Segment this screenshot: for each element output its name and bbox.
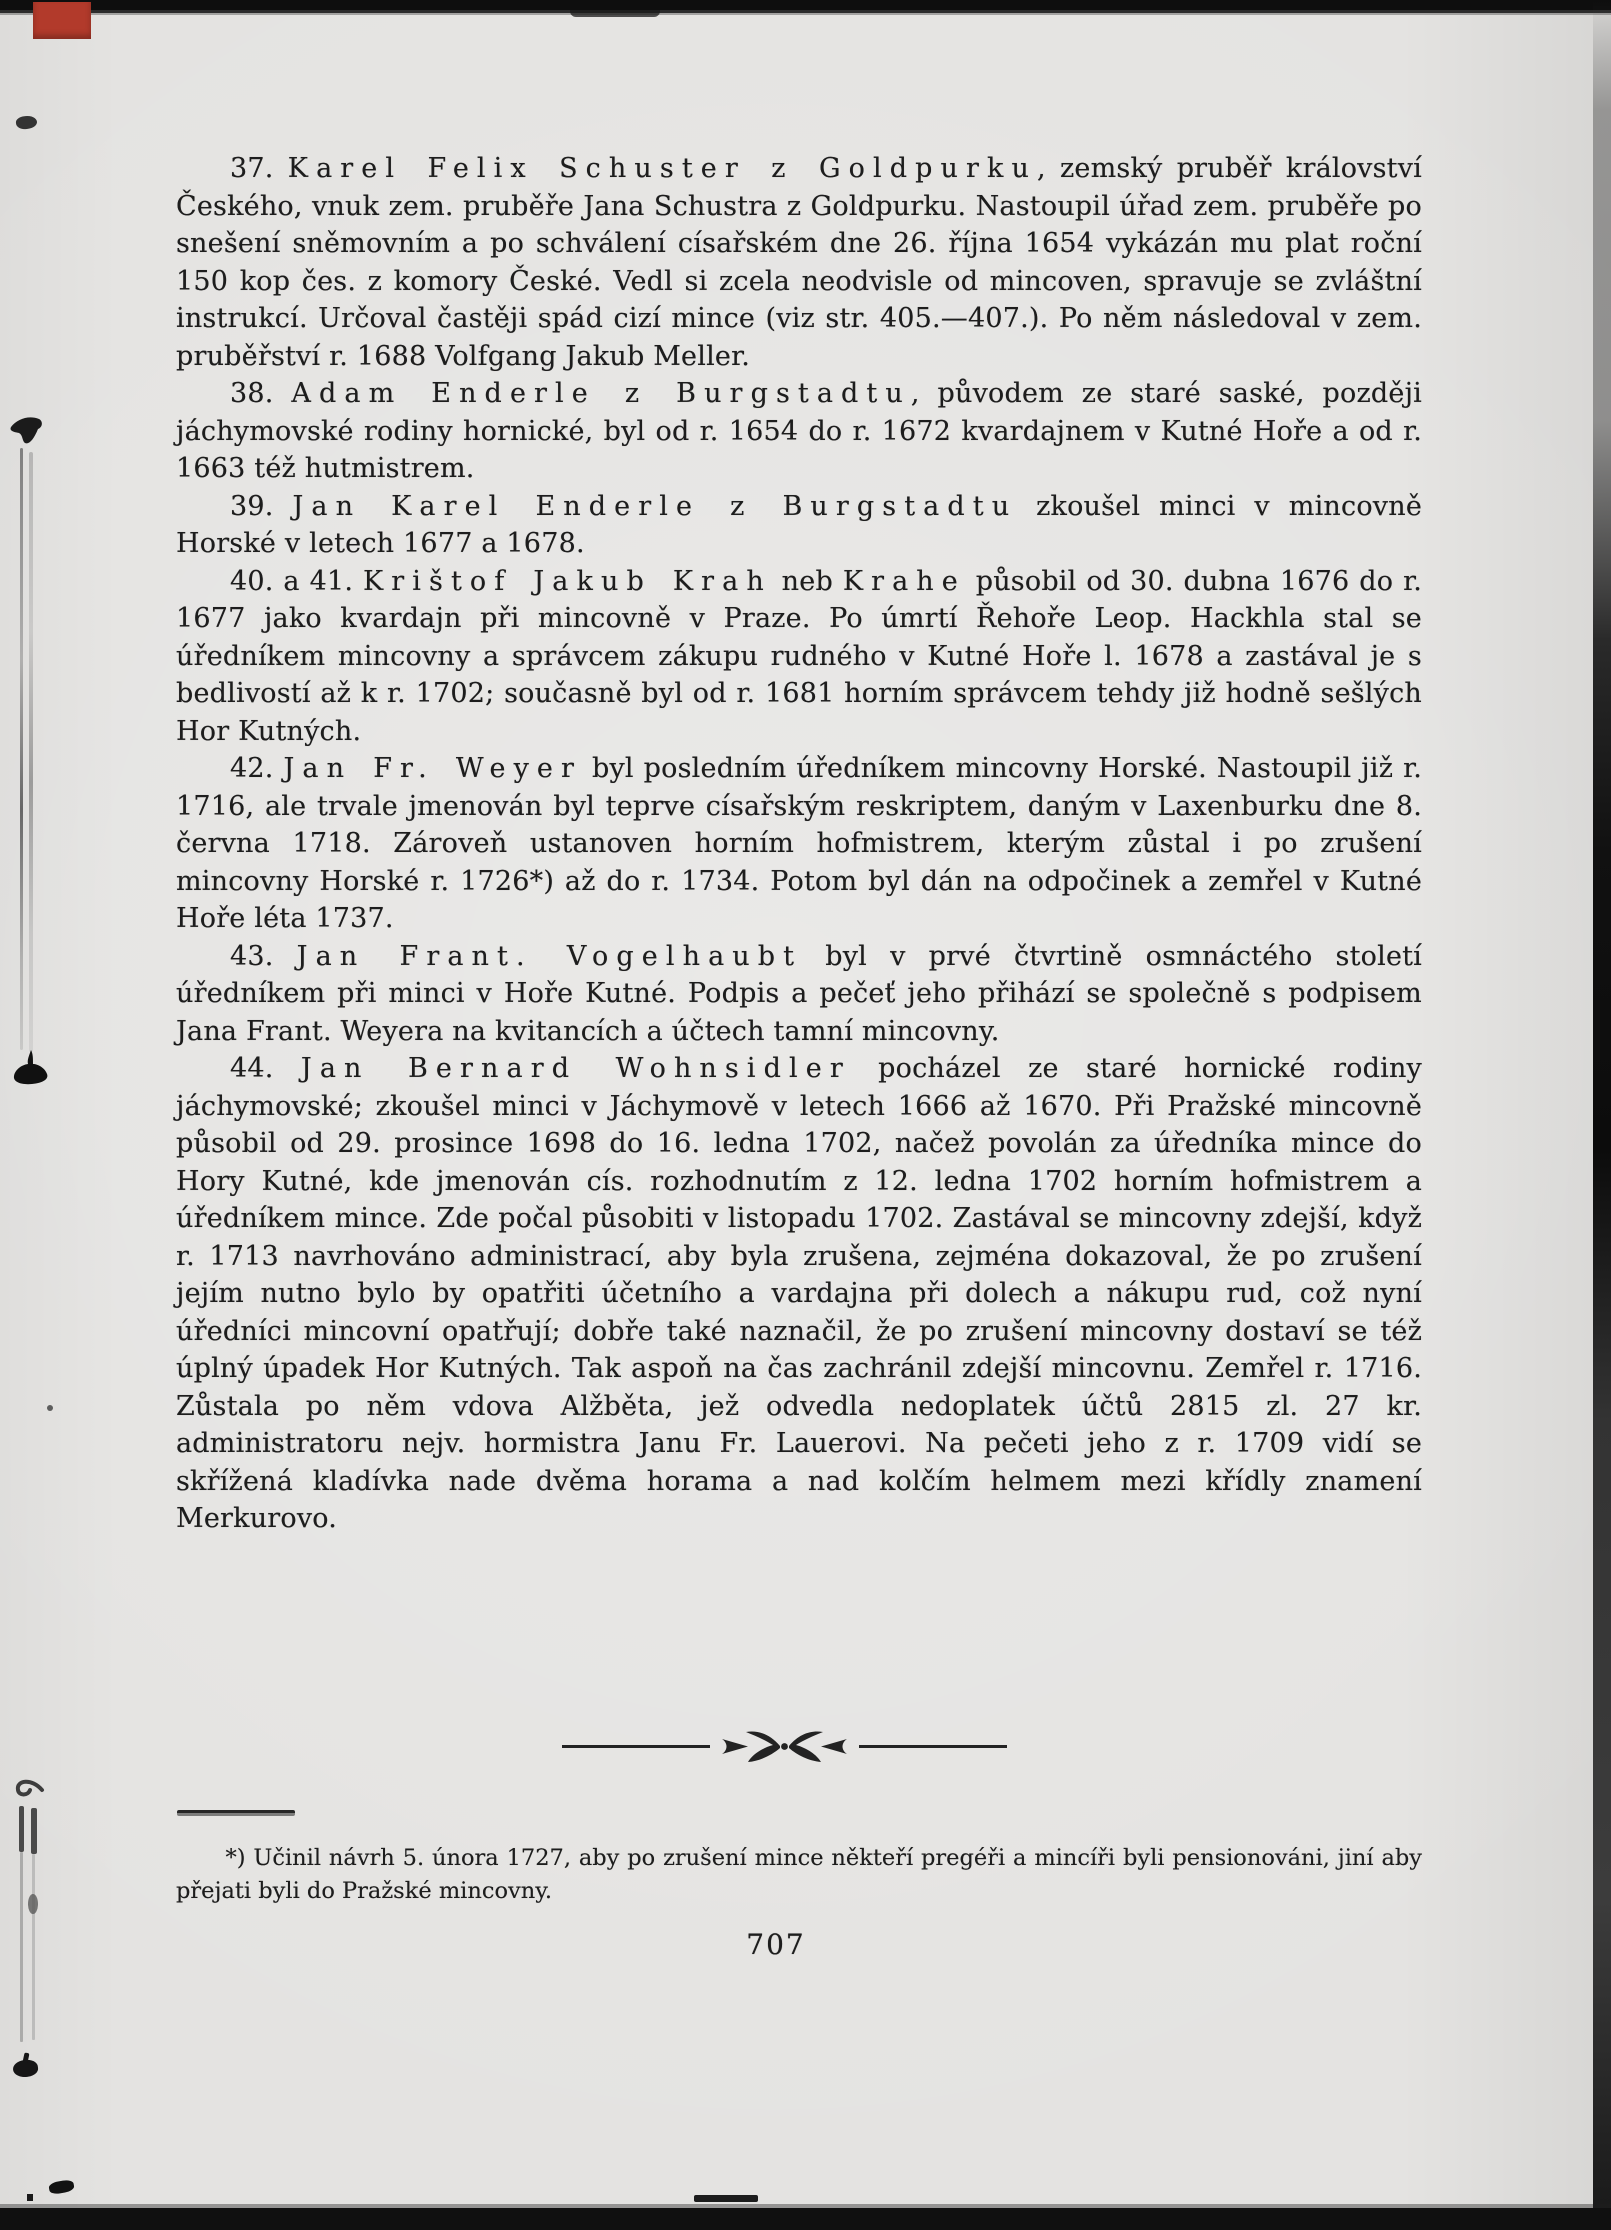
paragraph-text: pocházel ze staré hornické rodiny jáchymovské; zkoušel minci v Jáchymově v letech 1666 až 1670. Při Pražské mincovně působil od 29. prosince 1698 do 16. ledna 1702, načež povolán za úředníka mince do Hory Kutné, kde jmenován cís. rozhodnutím z 12. ledna 1702 horním hofmistrem a úředníkem mince. Zde počal působiti v listopadu 1702. Zastával se mincovny zdejší, když r. 1713 navrhováno administrací, aby byla zrušena, zejména dokazoval, že po zrušení jejím nutno bylo by opatřiti účetního a vardajna při dolech a nákupu rud, což nyní úředníci mincovní opatřují; dobře také naznačil, že po zrušení mincovny dostaví se též úplný úpadek Hor Kutných. Tak aspoň na čas zachránil zdejší mincovnu. Zemřel r. 1716. Zůstala po něm vdova Alžběta, jež odvedla nedoplatek účtů 2815 zl. 27 kr. administratoru nejv. hormistra Janu Fr. Lauerovi. Na pečeti jeho z r. 1709 vidí se skřížená kladívka nade dvěma horama a nad kolčím helmem mezi křídly znamení Merkurovo. (176, 1053, 1422, 1534)
paragraph-text: 42. (230, 753, 284, 784)
scan-edge-right (1593, 0, 1611, 2230)
scan-edge-top (0, 0, 1611, 15)
leaf-flourish-divider (562, 1730, 1007, 1764)
ink-dash-mark (15, 115, 37, 130)
pen-scribble-bottom-left (6, 1776, 54, 2080)
paragraph-38 (176, 375, 1422, 488)
person-name: Jan Fr. Weyer (283, 753, 583, 784)
paragraph-40-41 (176, 563, 1422, 751)
ink-dot-mark (47, 1405, 53, 1411)
paragraph-text: 37. (230, 153, 288, 184)
scan-edge-bottom (0, 2204, 1611, 2230)
person-name: Adam Enderle z Burgstadtu (291, 378, 911, 409)
person-name: Jan Frant. Vogelhaubt (296, 940, 803, 972)
pen-line-left (20, 448, 23, 1050)
paragraph-text: , zemský pruběř království Českého, vnuk zem. pruběře Jana Schustra z Goldpurku. Nastoupil úřad zem. pruběře po snešení sněmovním a po schválení císařském dne 26. října 1654 vykázán mu plat roční 150 kop čes. z komory České. Vedl si zcela neodvisle od mincoven, spravuje se zvláštní instrukcí. Určoval častěji spád cizí mince (viz str. 405.—407.). Po něm následoval v zem. pruběřství r. 1688 Volfgang Jakub Meller. (176, 153, 1423, 372)
paragraph-text: 39. (230, 490, 293, 522)
ink-dash-bottom-left (48, 2179, 75, 2195)
ink-dot-bottom-left (27, 2194, 33, 2201)
pen-line-left-2 (29, 452, 33, 1052)
paragraph-42 (176, 750, 1422, 938)
footnote-text: *) Učinil návrh 5. února 1727, aby po zrušení mince někteří pregéři a mincíři byli pensionováni, jiní aby přejati byli do Pražské mincovny. (176, 1845, 1422, 1904)
person-name: Karel Felix Schuster z Goldpurku (287, 153, 1037, 184)
paragraph-43 (176, 938, 1422, 1051)
ink-arrow-mark (7, 413, 47, 455)
person-name: Jan Bernard Wohnsidler (300, 1053, 851, 1084)
paragraph-text: , původem ze staré saské, později jáchymovské rodiny hornické, byl od r. 1654 do r. 1672 kvardajnem v Kutné Hoře a od r. 1663 též hutmistrem. (176, 378, 1422, 484)
paragraph-text: 44. (230, 1053, 301, 1084)
paragraph-text: byl posledním úředníkem mincovny Horské. Nastoupil již r. 1716, ale trvale jmenován byl teprve císařským reskriptem, daným v Laxenburku dne 8. června 1718. Zároveň ustanoven horním hofmistrem, kterým zůstal i po zrušení mincovny Horské r. 1726*) až do r. 1734. Potom byl dán na odpočinek a zemřel v Kutné Hoře léta 1737. (176, 753, 1422, 934)
red-sticker-mark (33, 2, 91, 39)
page-number: 707 (746, 1928, 806, 1961)
body-text-column (176, 150, 1422, 1538)
paragraph-text: 38. (230, 378, 292, 409)
ink-blot-mark (11, 1048, 53, 1092)
paragraph-text: 43. (230, 940, 297, 972)
paragraph-text: působil od 30. dubna 1676 do r. 1677 jako kvardajn při mincovně v Praze. Po úmrtí Řehoře Leop. Hackhla stal se úředníkem mincovny a správcem zákupu rudného v Kutné Hoře l. 1678 a zastával je s bedlivostí až k r. 1702; současně byl od r. 1681 horním správcem tehdy již hodně sešlých Hor Kutných. (176, 565, 1422, 747)
footnote-separator-rule (177, 1810, 295, 1816)
footnote (176, 1842, 1422, 1908)
person-name: Jan Karel Enderle z Burgstadtu (292, 490, 1018, 522)
paragraph-text: neb (771, 565, 843, 597)
paragraph-text: byl v prvé čtvrtině osmnáctého století úředníkem při minci v Hoře Kutné. Podpis a pečeť jeho přihází se společně s podpisem Jana Frant. Weyera na kvitancích a účtech tamní mincovny. (176, 940, 1423, 1047)
person-name: Krištof Jakub Krah (363, 565, 772, 597)
paragraph-44 (176, 1050, 1422, 1538)
bottom-center-dash (694, 2195, 758, 2202)
paragraph-39 (176, 488, 1422, 563)
paragraph-37 (176, 150, 1422, 375)
paragraph-text: zkoušel minci v mincovně Horské v letech 1677 a 1678. (176, 490, 1422, 559)
person-name: Krahe (842, 565, 966, 597)
paragraph-text: 40. a 41. (230, 565, 363, 597)
